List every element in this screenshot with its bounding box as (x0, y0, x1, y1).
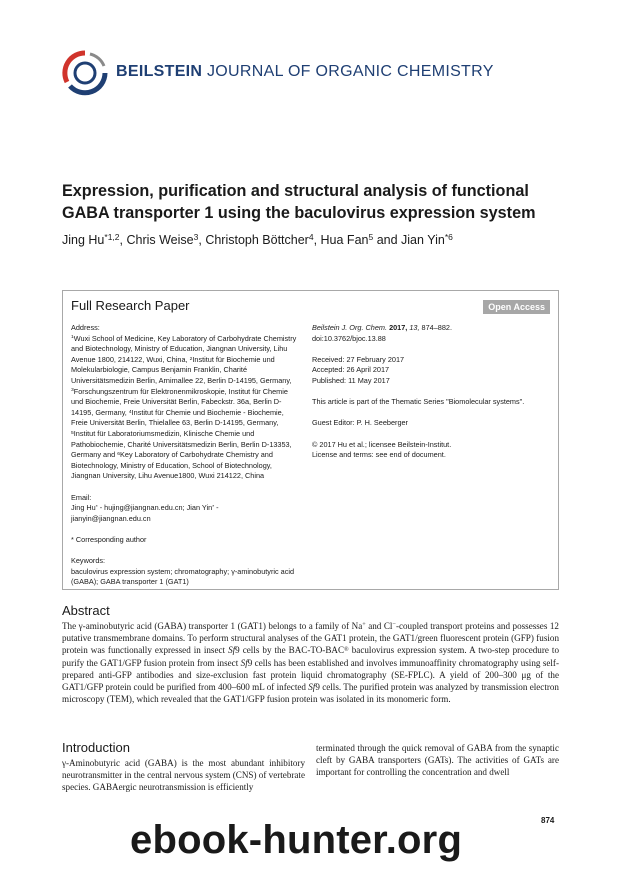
author-name: Christoph Böttcher (205, 233, 309, 247)
accepted-date: Accepted: 26 April 2017 (312, 365, 390, 375)
affiliation-number: 2 (189, 356, 193, 362)
journal-logo (62, 50, 108, 96)
abstract-segment: and Cl (365, 621, 393, 631)
affiliation-text: Institut für Biochemie und Molekularbiologie, Campus Benjamin Franklin, Charité Universitätsmedizin Berlin, Arnimallee 22, Berlin D-14195, Germany, (71, 354, 292, 385)
journal-name-rest: JOURNAL OF ORGANIC CHEMISTRY (202, 63, 494, 80)
abstract-superscript: + (362, 621, 366, 629)
email-link[interactable]: - hujing@jiangnan.edu.cn; Jian Yin (97, 503, 213, 513)
abstract-segment: baculovirus expression system. A two-step procedure to purify the GAT1/GFP fusion protein from insect (62, 645, 560, 668)
doi-link[interactable]: doi:10.3762/bjoc.13.88 (312, 333, 386, 343)
citation-volume: 13, (409, 323, 420, 332)
affiliation-number: 4 (128, 409, 132, 415)
email-author: Jing Hu (71, 503, 96, 513)
citation-year: 2017, (389, 323, 408, 332)
author-separator: , (119, 233, 127, 247)
affiliation-number: 1 (71, 335, 74, 341)
abstract-italic: Sf (228, 645, 236, 656)
author-separator: and (373, 233, 402, 247)
license-terms: License and terms: see end of document. (312, 450, 446, 460)
author-name: Chris Weise (126, 233, 194, 247)
received-date: Received: 27 February 2017 (312, 354, 405, 364)
abstract-superscript: ® (344, 645, 349, 653)
author-separator: , (198, 233, 206, 247)
address-label: Address: (71, 323, 100, 332)
author-name: Jian Yin (401, 233, 445, 247)
abstract-heading: Abstract (62, 603, 110, 618)
article-title: Expression, purification and structural analysis of functional GABA transporter 1 using the baculovirus expression system (62, 182, 536, 222)
citation (312, 323, 550, 334)
author-list (62, 233, 562, 247)
author-affiliation: 3 (193, 232, 199, 243)
affiliation-text: Key Laboratory of Carbohydrate Chemistry and Biotechnology, Ministry of Education, School of Biotechnology, Jiangnan University, Lihu Avenue1800, Wuxi 214122, China (71, 450, 273, 481)
published-date: Published: 11 May 2017 (312, 375, 390, 385)
abstract-segment: 9 cells by the BAC-TO-BAC (235, 645, 345, 656)
email-link[interactable]: jianyin@jiangnan.edu.cn (71, 513, 151, 523)
abstract-italic: Sf (240, 657, 248, 668)
author-name: Hua Fan (320, 233, 369, 247)
citation-journal: Beilstein J. Org. Chem. (312, 323, 388, 332)
email-separator: - (214, 503, 219, 513)
article-info-box (62, 290, 559, 590)
abstract-segment: -coupled transport proteins and possesses 12 putative transmembrane domains. To perform structural analyses of the GAT1 protein, the GAT1/green fluorescent protein (GFP) fusion protein was functionally expressed in insect (62, 621, 559, 656)
thematic-series[interactable]: This article is part of the Thematic Series "Biomolecular systems". (312, 397, 525, 407)
author-name: Jing Hu (62, 233, 105, 247)
introduction-left-column: γ-Aminobutyric acid (GABA) is the most abundant inhibitory neurotransmitter in the central nervous system (CNS) of vertebrate species. GABAergic neurotransmission is efficiently (62, 758, 305, 793)
abstract-italic: Sf (308, 682, 316, 693)
email-line (71, 503, 301, 514)
watermark: ebook-hunter.org (130, 818, 463, 862)
introduction-heading: Introduction (62, 740, 130, 755)
abstract-segment: 9 cells has been established and involves immunoaffinity chromatography using self-prepared anti-GFP antibodies and size-exclusion fast protein liquid chromatography (SE-FPLC). A yield of 200–300 μg of the GAT1/GFP protein could be purified from 400–600 mL of infected (62, 657, 559, 693)
page-number: 874 (541, 816, 555, 825)
citation-pages: 874–882. (421, 323, 452, 332)
journal-name-bold: BEILSTEIN (116, 63, 203, 80)
author-affiliation: *6 (444, 232, 453, 243)
abstract-segment: 9 cells. The purified protein was analyzed by transmission electron microscopy (TEM), which revealed that the GAT1/GFP fusion protein was isolated in its monomeric form. (62, 682, 559, 705)
affiliation-text: Wuxi School of Medicine, Key Laboratory of Carbohydrate Chemistry and Biotechnology, Ministry of Education, Jiangnan University, Lihu Avenue 1800, 214122, Wuxi, China, (71, 333, 297, 364)
corresponding-mark: * (212, 504, 215, 510)
introduction-right-column: terminated through the quick removal of GABA from the synaptic cleft by GABA transporters (GATs). The activities of GATs are important for controlling the concentration and dwell (316, 743, 559, 778)
author-affiliation: *1,2 (104, 232, 120, 243)
info-right-column (312, 323, 550, 461)
copyright: © 2017 Hu et al.; licensee Beilstein-Institut. (312, 439, 452, 449)
email-label: Email: (71, 492, 92, 502)
abstract-superscript: − (392, 621, 396, 629)
affiliation-number: 5 (71, 430, 74, 436)
paper-type: Full Research Paper (71, 298, 190, 313)
affiliation-number: 3 (71, 388, 74, 394)
open-access-badge: Open Access (483, 300, 550, 314)
corresponding-mark: * (95, 504, 98, 510)
abstract-text (62, 620, 559, 705)
abstract-segment: The γ-aminobutyric acid (GABA) transporter 1 (GAT1) belongs to a family of Na (62, 621, 363, 631)
affiliation-text: Institut für Laboratoriumsmedizin, Klinische Chemie und Pathobiochemie, Charité Universitätsmedizin Berlin, Berlin D-13353, Germany and (71, 428, 292, 460)
author-affiliation: 5 (368, 232, 374, 243)
info-left-column (71, 323, 301, 588)
guest-editor: Guest Editor: P. H. Seeberger (312, 418, 408, 428)
author-separator: , (313, 233, 321, 247)
affiliation-text: Forschungszentrum für Elektronenmikroskopie, Institut für Chemie und Biochemie, Freie Universität Berlin, Fabeckstr. 36a, Berlin D-14195, Germany, (71, 386, 288, 417)
corresponding-author-note: * Corresponding author (71, 534, 147, 544)
affiliation-number: 6 (117, 451, 121, 457)
author-affiliation: 4 (308, 232, 314, 243)
keywords-label: Keywords: (71, 556, 106, 566)
journal-name (116, 63, 494, 81)
affiliation-text: Institut für Chemie und Biochemie - Biochemie, Freie Universität Berlin, Thielallee 63, Berlin D-14195, Germany, (71, 407, 284, 428)
keywords-text: baculovirus expression system; chromatography; γ-aminobutyric acid (GABA); GABA transporter 1 (GAT1) (71, 566, 295, 587)
address-text (71, 334, 301, 482)
